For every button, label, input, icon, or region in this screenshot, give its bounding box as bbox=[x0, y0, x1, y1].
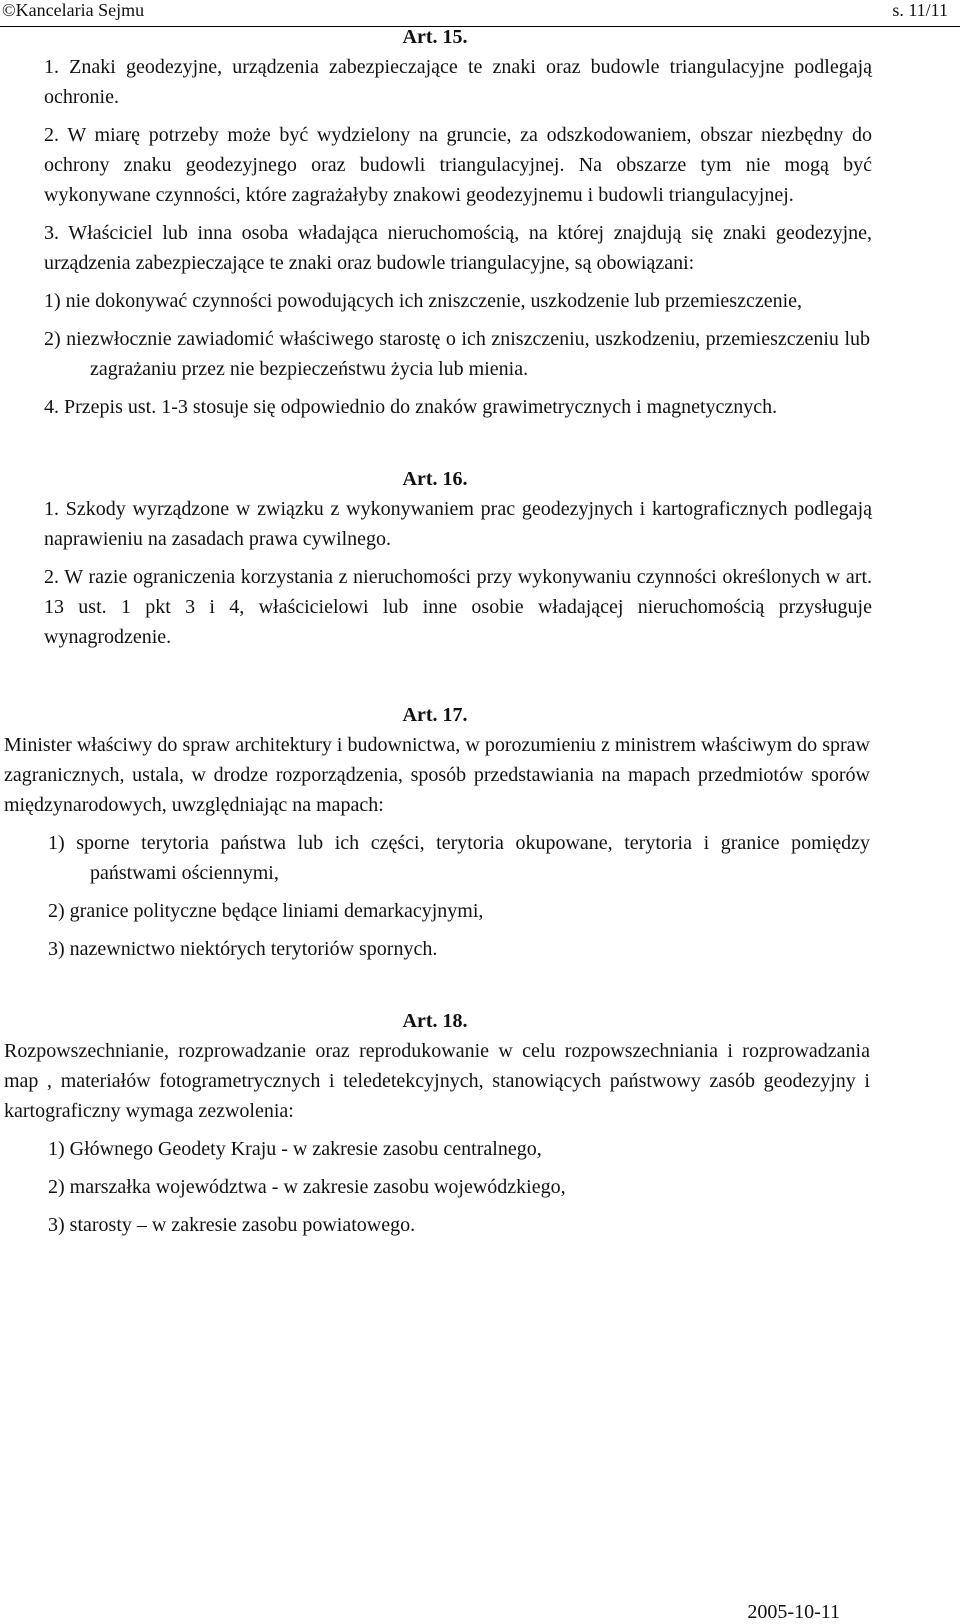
article-16-paragraph-2: 2. W razie ograniczenia korzystania z nieruchomości przy wykonywaniu czynności określonych w art. 13 ust. 1 pkt 3 i 4, właścicielowi lub inne osobie władającej nieruchomością przysługuje wynagrodzenie. bbox=[44, 566, 872, 648]
article-16-paragraph-1: 1. Szkody wyrządzone w związku z wykonywaniem prac geodezyjnych i kartograficznych podlegają naprawieniu na zasadach prawa cywilnego. bbox=[44, 498, 872, 550]
article-15-paragraph-2: 2. W miarę potrzeby może być wydzielony na gruncie, za odszkodowaniem, obszar niezbędny do ochrony znaku geodezyjnego oraz budowli triangulacyjnej. Na obszarze tym nie mogą być wykonywane czynności, które zagrażałyby znakowi geodezyjnemu i budowli triangulacyjnej. bbox=[44, 124, 872, 206]
article-18-title: Art. 18. bbox=[402, 1010, 468, 1032]
article-17-item-3: 3) nazewnictwo niektórych terytoriów spornych. bbox=[48, 938, 438, 960]
article-15-paragraph-3: 3. Właściciel lub inna osoba władająca nieruchomością, na której znajdują się znaki geodezyjne, urządzenia zabezpieczające te znaki oraz budowle triangulacyjne, są obowiązani: bbox=[44, 222, 872, 274]
document-body bbox=[0, 22, 960, 1248]
article-15-paragraph-3-item-2: 2) niezwłocznie zawiadomić właściwego starostę o ich zniszczeniu, uszkodzeniu, przemieszczeniu lub zagrażaniu przez nie bezpieczeństwu życia lub mienia. bbox=[44, 328, 870, 380]
article-17-intro: Minister właściwy do spraw architektury i budownictwa, w porozumieniu z ministrem właściwym do spraw zagranicznych, ustala, w drodze rozporządzenia, sposób przedstawiania na mapach przedmiotów sporów międzynarodowych, uwzględniając na mapach: bbox=[4, 734, 870, 816]
article-18-intro: Rozpowszechnianie, rozprowadzanie oraz reprodukowanie w celu rozpowszechniania i rozprowadzania map , materiałów fotogrametrycznych i teledetekcyjnych, stanowiących państwowy zasób geodezyjny i kartograficzny wymaga zezwolenia: bbox=[4, 1040, 870, 1122]
article-16-title: Art. 16. bbox=[402, 468, 468, 490]
article-17-title: Art. 17. bbox=[402, 704, 468, 726]
article-18-item-2: 2) marszałka województwa - w zakresie zasobu wojewódzkiego, bbox=[48, 1176, 566, 1198]
article-18-item-1: 1) Głównego Geodety Kraju - w zakresie zasobu centralnego, bbox=[48, 1138, 542, 1160]
header-publisher: ©Kancelaria Sejmu bbox=[2, 0, 145, 20]
article-15-paragraph-3-item-1: 1) nie dokonywać czynności powodujących ich zniszczenie, uszkodzenie lub przemieszczenie, bbox=[44, 290, 803, 312]
article-15-paragraph-1: 1. Znaki geodezyjne, urządzenia zabezpieczające te znaki oraz budowle triangulacyjne podlegają ochronie. bbox=[44, 56, 872, 108]
article-15-paragraph-4: 4. Przepis ust. 1-3 stosuje się odpowiednio do znaków grawimetrycznych i magnetycznych. bbox=[44, 396, 778, 418]
footer-date: 2005-10-11 bbox=[747, 1601, 840, 1623]
article-15-title: Art. 15. bbox=[402, 26, 468, 48]
article-18-item-3: 3) starosty – w zakresie zasobu powiatowego. bbox=[48, 1214, 416, 1236]
article-17-item-1: 1) sporne terytoria państwa lub ich części, terytoria okupowane, terytoria i granice pomiędzy państwami ościennymi, bbox=[48, 832, 870, 884]
header-page-number: s. 11/11 bbox=[892, 0, 948, 20]
article-17-item-2: 2) granice polityczne będące liniami demarkacyjnymi, bbox=[48, 900, 484, 922]
